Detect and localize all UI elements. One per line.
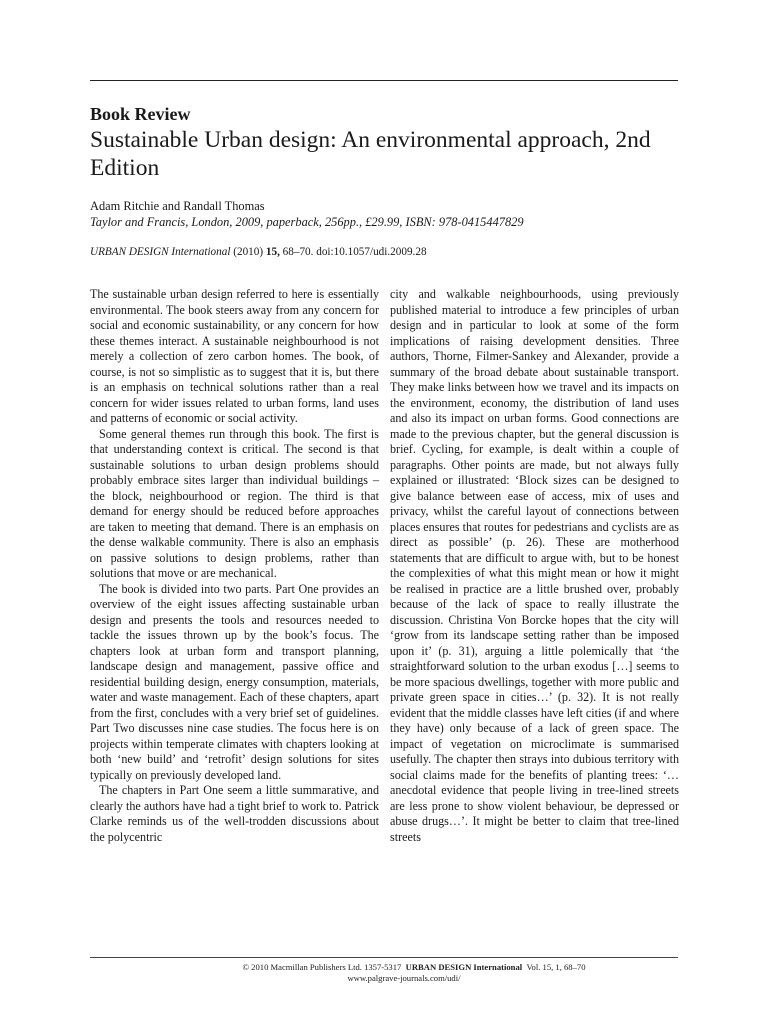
footer-url[interactable]: www.palgrave-journals.com/udi/ xyxy=(347,973,461,983)
paragraph: city and walkable neighbourhoods, using previously published material to introduce a few principles of urban design and in particular to look at some of the form implications of raising development densities. Three authors, Thorne, Filmer-Sankey and Alexander, provide a summary of the broad debate about sustainable transport. They make links between how we travel and its impacts on the environment, economy, the distribution of land uses and also its impact on urban forms. Good connections are made to the previous chapter, but the general discussion is brief. Cycling, for example, is dealt within a couple of paragraphs. Other points are made, but not always fully explained or illustrated: ‘Block sizes can be designed to give balance between ease of access, mix of uses and privacy, whilst the careful layout of connections between places ensures that routes for pedestrians and cyclists are as direct as possible’ (p. 26). These are motherhood statements that are difficult to argue with, but to be honest the complexities of what this might mean or how it might be realised in practice are a little brushed over, probably because of the lack of space to really illustrate the discussion. Christina Von Borcke hopes that the city will ‘grow from its landscape setting rather than be imposed upon it’ (p. 31), arguing a little polemically that ‘the straightforward solution to the urban exodus […] seems to be more spacious dwellings, together with more public and private green space in cities…’ (p. 32). It is not really evident that the middle classes have left cities (if and where they have) only because of a lack of green space. The impact of vegetation on microclimate is summarised usefully. The chapter then strays into dubious territory with social claims made for the benefits of planting trees: ‘…anecdotal evidence that people living in tree-lined streets are less prone to show violent behaviour, be depressed or abuse drugs…’. It might be better to claim that tree-lined streets xyxy=(390,287,679,844)
paragraph: The chapters in Part One seem a little summarative, and clearly the authors have had a tight brief to work to. Patrick Clarke reminds us of the well-trodden discussions about the polycentric xyxy=(90,783,379,844)
footer-volume: Vol. 15, 1, 68–70 xyxy=(526,962,586,972)
footer-copyright: © 2010 Macmillan Publishers Ltd. 1357-5317 xyxy=(242,962,402,972)
left-column xyxy=(90,287,379,845)
review-title: Sustainable Urban design: An environmental approach, 2nd Edition xyxy=(90,127,651,181)
section-label: Book Review xyxy=(90,104,191,124)
citation-year: (2010) xyxy=(233,246,264,258)
citation-pages-doi: 68–70. doi:10.1057/udi.2009.28 xyxy=(282,246,427,258)
citation-journal: URBAN DESIGN International xyxy=(90,246,231,258)
top-rule xyxy=(90,80,678,81)
paragraph: Some general themes run through this book. The first is that understanding context is critical. The second is that sustainable solutions to urban design problems should probably embrace sites larger than individual buildings – the block, neighbourhood or region. The third is that demand for energy should be reduced before approaches are taken to meeting that demand. There is an emphasis on the dense walkable community. There is also an emphasis on passive solutions to design problems, rather than solutions that move or are mechanical. xyxy=(90,426,379,580)
article-citation xyxy=(90,246,427,258)
citation-volume: 15, xyxy=(265,246,280,258)
footer-journal: URBAN DESIGN International xyxy=(405,962,523,972)
right-column xyxy=(390,287,679,845)
publication-info: Taylor and Francis, London, 2009, paperback, 256pp., £29.99, ISBN: 978-0415447829 xyxy=(90,215,524,229)
paragraph: The sustainable urban design referred to here is essentially environmental. The book steers away from any concern for social and economic sustainability, or any concern for how these themes interact. A sustainable neighbourhood is not merely a collection of zero carbon homes. The book, of course, is not so simplistic as to suggest that it is, but there is an emphasis on technical solutions rather than a real concern for wider issues related to urban forms, land uses and patterns of economic or social activity. xyxy=(90,287,379,425)
footer-line xyxy=(0,962,768,972)
footer-rule xyxy=(90,957,678,958)
paragraph: The book is divided into two parts. Part One provides an overview of the eight issues affecting sustainable urban design and presents the tools and resources needed to tackle the issues thrown up by the book’s focus. The chapters look at urban form and transport planning, landscape design and management, passive office and residential building design, energy consumption, materials, water and waste management. Each of these chapters, apart from the first, concludes with a very brief set of guidelines. Part Two discusses nine case studies. The focus here is on projects within temperate climates with chapters looking at both ‘new build’ and ‘retrofit’ design solutions for sites typically on previously developed land. xyxy=(90,581,379,782)
book-authors: Adam Ritchie and Randall Thomas xyxy=(90,199,265,213)
